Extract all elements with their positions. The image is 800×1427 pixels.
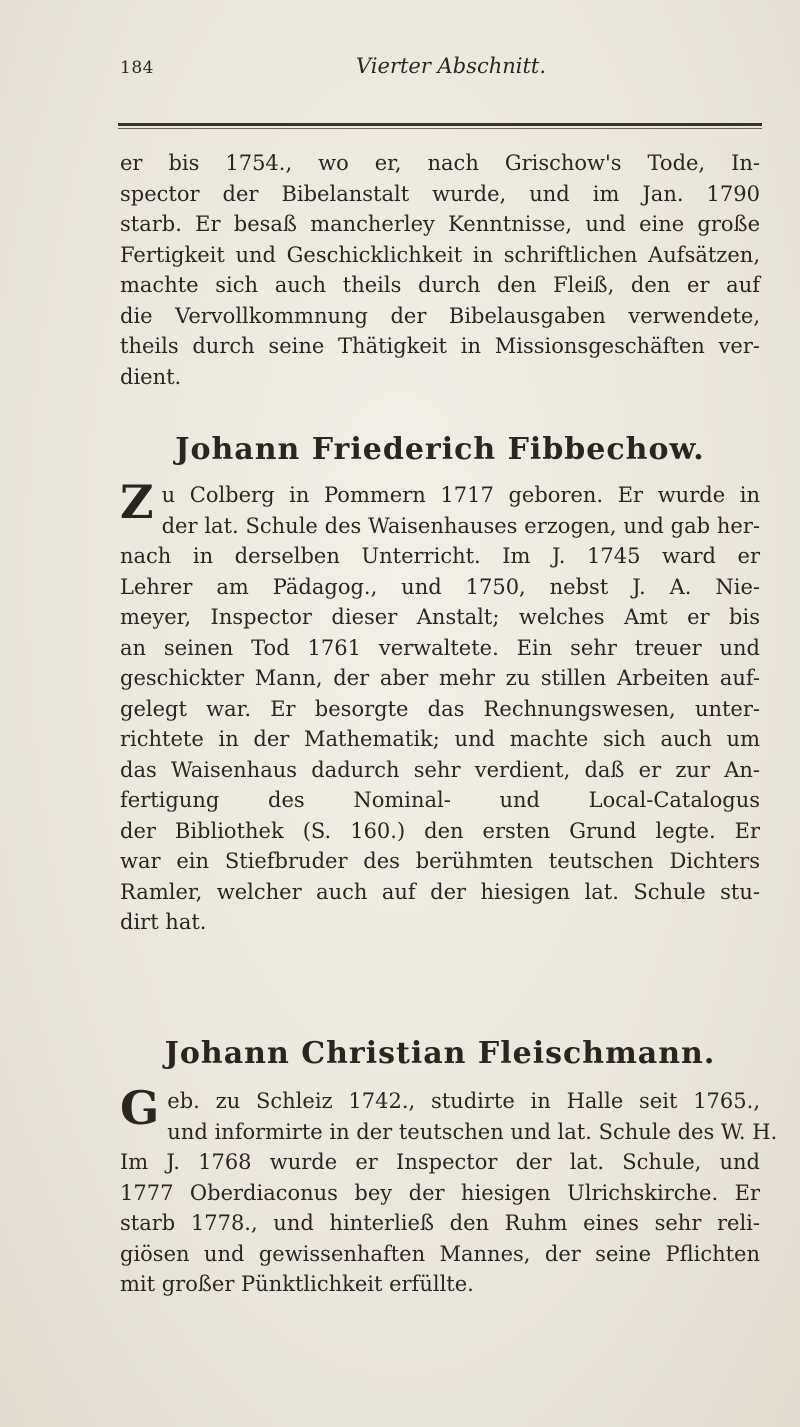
text-line: machte sich auch theils durch den Fleiß, den er auf bbox=[120, 273, 760, 297]
entry-heading-fleischmann: Johann Christian Fleischmann. bbox=[164, 1036, 716, 1071]
text-line: nach in derselben Unterricht. Im J. 1745 ward er bbox=[120, 544, 760, 568]
text-line: dirt hat. bbox=[120, 910, 207, 934]
text-line: an seinen Tod 1761 verwaltete. Ein sehr treuer und bbox=[120, 635, 760, 660]
text-line: fertigung des Nominal- und Local-Catalogus bbox=[120, 788, 760, 812]
page-number: 184 bbox=[120, 58, 154, 78]
drop-cap: G bbox=[120, 1081, 160, 1135]
text-line: starb 1778., und hinterließ den Ruhm eines sehr reli- bbox=[120, 1211, 760, 1235]
text-line: die Vervollkommnung der Bibelausgaben verwendete, bbox=[120, 303, 760, 328]
text-line: richtete in der Mathematik; und machte sich auch um bbox=[120, 727, 760, 751]
page-header bbox=[120, 52, 760, 88]
text-line: gelegt war. Er besorgte das Rechnungswesen, unter- bbox=[120, 696, 760, 721]
text-line: giösen und gewissenhaften Mannes, der seine Pflichten bbox=[120, 1241, 760, 1266]
text-line: Im J. 1768 wurde er Inspector der lat. Schule, und bbox=[120, 1150, 760, 1174]
text-line: starb. Er besaß mancherley Kenntnisse, und eine große bbox=[120, 212, 760, 236]
entry-paragraph-fleischmann bbox=[120, 1081, 778, 1376]
entry-paragraph-fibbechow bbox=[120, 475, 760, 1040]
text-line: er bis 1754., wo er, nach Grischow's Tode, In- bbox=[120, 151, 760, 175]
text-line: dient. bbox=[120, 364, 182, 389]
text-line: war ein Stiefbruder des berühmten teutschen Dichters bbox=[120, 849, 760, 873]
text-line: spector der Bibelanstalt wurde, und im Jan. 1790 bbox=[120, 181, 760, 206]
text-line: und informirte in der teutschen und lat. Schule des W. H. bbox=[167, 1119, 778, 1144]
text-line: mit großer Pünktlichkeit erfüllte. bbox=[120, 1272, 474, 1296]
drop-cap: Z bbox=[120, 475, 154, 529]
header-rule-thin bbox=[118, 128, 762, 129]
header-rule bbox=[118, 123, 762, 126]
text-line: das Waisenhaus dadurch sehr verdient, daß er zur An- bbox=[120, 757, 760, 782]
text-line: meyer, Inspector dieser Anstalt; welches Amt er bis bbox=[120, 605, 760, 629]
text-line: geschickter Mann, der aber mehr zu stillen Arbeiten auf- bbox=[120, 666, 760, 690]
text-line: theils durch seine Thätigkeit in Missionsgeschäften ver- bbox=[120, 334, 760, 358]
text-line: Lehrer am Pädagog., und 1750, nebst J. A. Nie- bbox=[120, 574, 760, 599]
continuation-paragraph bbox=[120, 148, 760, 398]
text-line: der Bibliothek (S. 160.) den ersten Grund legte. Er bbox=[120, 818, 760, 843]
entry-heading-fibbechow: Johann Friederich Fibbechow. bbox=[175, 432, 705, 467]
text-line: eb. zu Schleiz 1742., studirte in Halle seit 1765., bbox=[167, 1089, 760, 1113]
text-line: Ramler, welcher auch auf der hiesigen lat. Schule stu- bbox=[120, 879, 760, 904]
text-line: der lat. Schule des Waisenhauses erzogen, und gab her- bbox=[161, 513, 760, 538]
text-line: u Colberg in Pommern 1717 geboren. Er wurde in bbox=[161, 483, 760, 507]
text-line: 1777 Oberdiaconus bey der hiesigen Ulrichskirche. Er bbox=[120, 1180, 760, 1205]
running-head: Vierter Abschnitt. bbox=[356, 54, 547, 78]
text-line: Fertigkeit und Geschicklichkeit in schriftlichen Aufsätzen, bbox=[120, 242, 760, 267]
